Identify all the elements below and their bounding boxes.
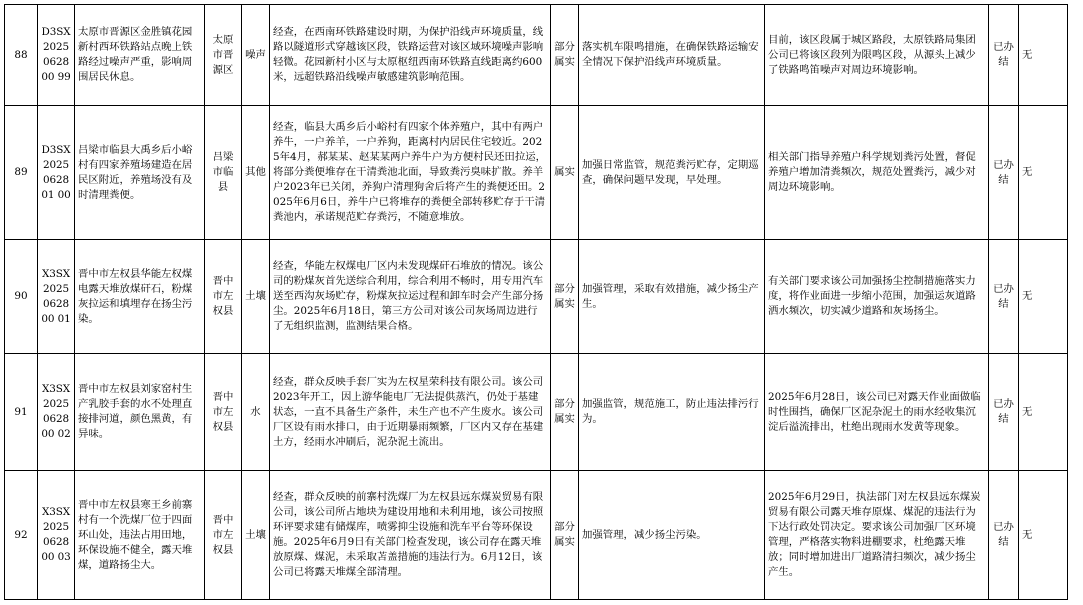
- administrative-area: 吕梁市临县: [205, 106, 242, 240]
- table-row: [5, 240, 1068, 354]
- verification-details: 经查，在西南环铁路建设时期，为保护沿线声环境质量，线路以隧道形式穿越该区段，铁路运营对该区域环境噪声影响轻微。花园新村小区与太原枢纽西南环铁路直线距离约600米，远超铁路沿线噪声敏感建筑影响范围。: [270, 5, 551, 106]
- complaint-code: D3SX2025062801 00: [38, 106, 75, 240]
- table-row: [5, 106, 1068, 240]
- rectification-progress: 相关部门指导养殖户科学规划粪污处置，督促养殖户增加清粪频次，规范处置粪污，减少对周边环境影响。: [765, 106, 989, 240]
- row-number: 91: [5, 354, 38, 471]
- accountability: 无: [1019, 354, 1068, 471]
- complaint-code: X3SX2025062800 03: [38, 471, 75, 600]
- complaint-table-page: [4, 4, 1068, 600]
- administrative-area: 晋中市左权县: [205, 471, 242, 600]
- table-row: [5, 5, 1068, 106]
- accountability: 无: [1019, 240, 1068, 354]
- completion-status: 已办结: [989, 5, 1019, 106]
- table-row: [5, 471, 1068, 600]
- rectification-measures: 加强管理，减少扬尘污染。: [579, 471, 765, 600]
- verification-details: 经查，临县大禹乡后小峪村有四家个体养殖户，其中有两户养牛，一户养羊，一户养狗，距离村内居民住宅较近。2025年4月，郝某某、赵某某两户养牛户为方便村民还田拉运，将部分粪便堆存在干清粪池北面，导致粪污臭味扩散。养羊户2023年已关闭，养狗户清理狗舍后将产生的粪便还田。2025年6月6日，养牛户已将堆存的粪便全部转移贮存于干清粪池内，承诺规范贮存粪污，不随意堆放。: [270, 106, 551, 240]
- administrative-area: 晋中市左权县: [205, 354, 242, 471]
- pollution-type: 土壤: [242, 471, 270, 600]
- pollution-type: 土壤: [242, 240, 270, 354]
- administrative-area: 太原市晋源区: [205, 5, 242, 106]
- verification-details: 经查，群众反映手套厂实为左权星荣科技有限公司。该公司2023年开工，因上游华能电厂无法提供蒸汽，仍处于基建状态，一直不具备生产条件，未生产也不产生废水。该公司厂区设有雨水排口，由于近期暴雨频繁，厂区内又存在基建土方，经雨水冲刷后，泥杂泥土流出。: [270, 354, 551, 471]
- rectification-measures: 落实机车限鸣措施，在确保铁路运输安全情况下保护沿线声环境质量。: [579, 5, 765, 106]
- verification-result: 部分属实: [551, 240, 579, 354]
- rectification-progress: 2025年6月28日，该公司已对露天作业面做临时性围挡，确保厂区泥杂泥土的雨水经收集沉淀后溢流排出，杜绝出现雨水发黄等现象。: [765, 354, 989, 471]
- row-number: 88: [5, 5, 38, 106]
- completion-status: 已办结: [989, 471, 1019, 600]
- accountability: 无: [1019, 471, 1068, 600]
- complaint-summary: 晋中市左权县刘家窑村生产乳胶手套的水不处理直接排河道，颜色黑黄，有异味。: [75, 354, 205, 471]
- row-number: 89: [5, 106, 38, 240]
- completion-status: 已办结: [989, 106, 1019, 240]
- row-number: 90: [5, 240, 38, 354]
- completion-status: 已办结: [989, 240, 1019, 354]
- table-body: [5, 5, 1068, 600]
- rectification-measures: 加强监管，规范施工，防止违法排污行为。: [579, 354, 765, 471]
- rectification-progress: 2025年6月29日，执法部门对左权县远东煤炭贸易有限公司露天堆存原煤、煤泥的违法行为下达行政处罚决定。要求该公司加强厂区环境管理，严格落实物料进棚要求，杜绝露天堆放；同时增加进出厂道路清扫频次，减少扬尘产生。: [765, 471, 989, 600]
- verification-result: 部分属实: [551, 471, 579, 600]
- complaint-code: D3SX2025062800 99: [38, 5, 75, 106]
- verification-details: 经查，群众反映的前寨村洗煤厂为左权县远东煤炭贸易有限公司，该公司所占地块为建设用地和未利用地，该公司按照环评要求建有储煤库，喷雾抑尘设施和洗车平台等环保设施。2025年6月9日有关部门检查发现，该公司存在露天堆放原煤、煤泥，未采取苫盖措施的违法行为。6月12日，该公司已将露天堆煤全部清理。: [270, 471, 551, 600]
- complaint-summary: 晋中市左权县寒王乡前寨村有一个洗煤厂位于四面环山处，违法占用田地，环保设施不健全，露天堆煤，道路扬尘大。: [75, 471, 205, 600]
- complaint-code: X3SX2025062800 02: [38, 354, 75, 471]
- verification-result: 部分属实: [551, 354, 579, 471]
- complaint-summary: 太原市晋源区金胜镇花园新村西环铁路站点晚上铁路经过噪声严重，影响周围居民休息。: [75, 5, 205, 106]
- rectification-measures: 加强日常监管，规范粪污贮存，定期巡查，确保问题早发现，早处理。: [579, 106, 765, 240]
- pollution-type: 水: [242, 354, 270, 471]
- table-row: [5, 354, 1068, 471]
- accountability: 无: [1019, 106, 1068, 240]
- complaint-code: X3SX2025062800 01: [38, 240, 75, 354]
- accountability: 无: [1019, 5, 1068, 106]
- complaint-summary: 吕梁市临县大禹乡后小峪村有四家养殖场建造在居民区附近，养殖场没有及时清理粪便。: [75, 106, 205, 240]
- pollution-type: 其他: [242, 106, 270, 240]
- pollution-type: 噪声: [242, 5, 270, 106]
- rectification-measures: 加强管理，采取有效措施，减少扬尘产生。: [579, 240, 765, 354]
- verification-details: 经查，华能左权煤电厂区内未发现煤矸石堆放的情况。该公司的粉煤灰首先送综合利用，综合利用不畅时，用专用汽车送至西沟灰场贮存，粉煤灰拉运过程和卸车时会产生部分扬尘。2025年6月18日，第三方公司对该公司灰场周边进行了无组织监测，监测结果合格。: [270, 240, 551, 354]
- row-number: 92: [5, 471, 38, 600]
- administrative-area: 晋中市左权县: [205, 240, 242, 354]
- complaint-table: [4, 4, 1068, 600]
- completion-status: 已办结: [989, 354, 1019, 471]
- verification-result: 部分属实: [551, 5, 579, 106]
- rectification-progress: 有关部门要求该公司加强扬尘控制措施落实力度，将作业面进一步缩小范围，加强运灰道路洒水频次，切实减少道路和灰场扬尘。: [765, 240, 989, 354]
- rectification-progress: 目前，该区段属于城区路段，太原铁路局集团公司已将该区段列为限鸣区段，从源头上减少了铁路鸣笛噪声对周边环境影响。: [765, 5, 989, 106]
- verification-result: 属实: [551, 106, 579, 240]
- complaint-summary: 晋中市左权县华能左权煤电露天堆放煤矸石，粉煤灰拉运和填埋存在扬尘污染。: [75, 240, 205, 354]
